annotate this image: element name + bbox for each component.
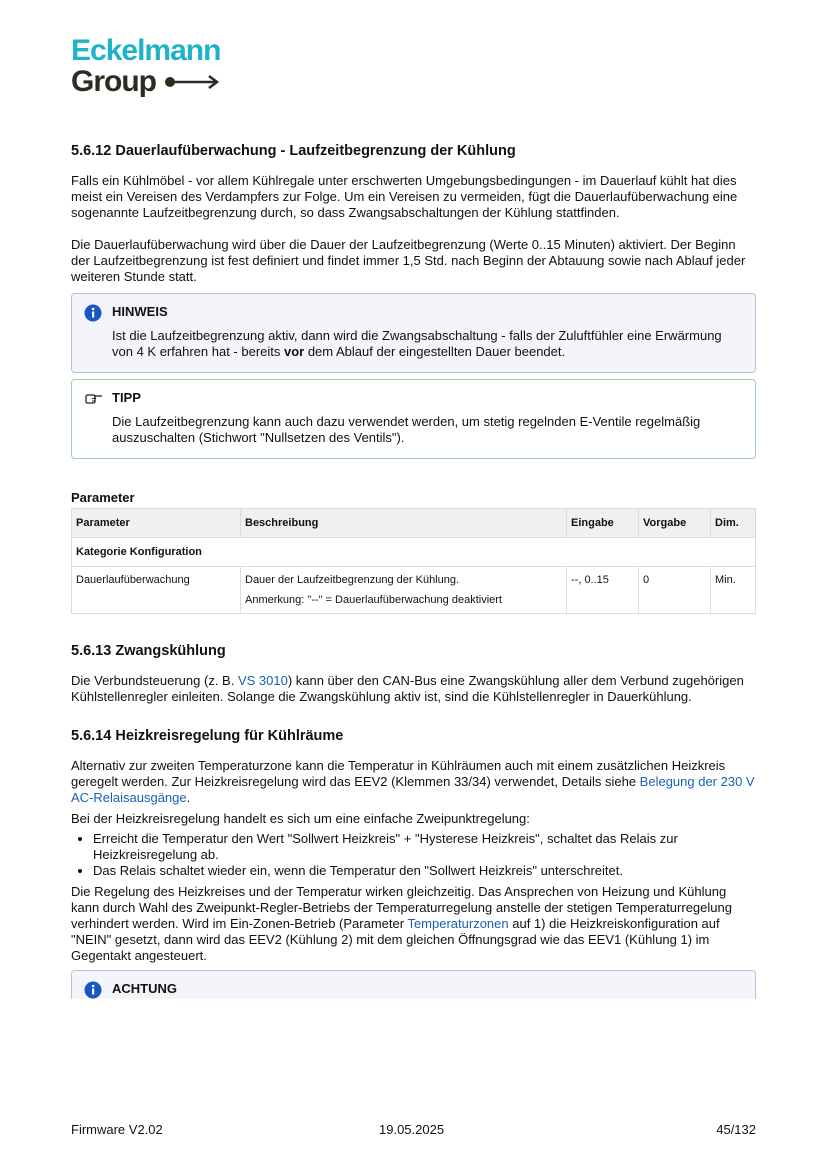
achtung-box — [71, 970, 756, 999]
param-default-cell: 0 — [639, 567, 711, 614]
column-header: Parameter — [72, 509, 241, 538]
paragraph: Die Dauerlaufüberwachung wird über die Dauer der Laufzeitbegrenzung (Werte 0..15 Minuten) aktiviert. Der Beginn der Laufzeitbegrenzung ist fest definiert und findet immer 1,5 Std. nach Beginn der Abtauung sowie nach Ablauf jeder weiteren Stunde statt. — [71, 237, 746, 284]
column-header: Dim. — [711, 509, 756, 538]
info-icon — [84, 981, 102, 999]
text-part: auf 1) die Heizkreiskonfiguration auf "NEIN" gesetzt, dann wird das EEV2 (Kühlung 2) mit dem gleichen Öffnungsgrad wie das EEV1 (Kühlung 1) im Gegentakt angesteuert. — [71, 916, 720, 963]
hinweis-title: HINWEIS — [112, 304, 168, 319]
page-content — [71, 142, 756, 999]
paragraph — [71, 673, 756, 705]
hinweis-box — [71, 293, 756, 373]
logo-line-2: Group — [71, 65, 156, 98]
tipp-title: TIPP — [112, 390, 141, 405]
tipp-text: Die Laufzeitbegrenzung kann auch dazu verwendet werden, um stetig regelnden E-Ventile regelmäßig auszuschalten (Stichwort "Nullsetzen des Ventils"). — [112, 414, 701, 445]
info-icon — [84, 304, 102, 322]
temperaturzonen-link[interactable]: Temperaturzonen — [407, 916, 509, 931]
section-heading-5-6-13: 5.6.13 Zwangskühlung — [71, 643, 226, 659]
section-heading-5-6-12: 5.6.12 Dauerlaufüberwachung - Laufzeitbegrenzung der Kühlung — [71, 143, 516, 159]
hinweis-text-bold: vor — [283, 344, 305, 359]
bullet-list — [71, 831, 756, 879]
table-header-row — [72, 509, 756, 538]
section-heading-5-6-14: 5.6.14 Heizkreisregelung für Kühlräume — [71, 728, 344, 744]
text-part: Die Regelung des Heizkreises und der Temperatur wirken gleichzeitig. Das Ansprechen von Heizung und Kühlung kann durch Wahl des Zweipunkt-Regler-Betriebs der Temperaturregelung anstelle der stetigen Temperaturregelung verhindert werden. Wird im Ein-Zonen-Betrieb (Parameter — [71, 884, 732, 931]
paragraph: Bei der Heizkreisregelung handelt es sich um eine einfache Zweipunktregelung: — [71, 811, 530, 826]
pointing-hand-icon — [84, 390, 104, 406]
table-category-row — [72, 538, 756, 567]
param-input-cell: --, 0..15 — [567, 567, 639, 614]
param-desc-line: Dauer der Laufzeitbegrenzung der Kühlung. — [245, 574, 460, 586]
param-desc-cell — [241, 567, 567, 614]
text-part: . — [186, 790, 191, 805]
category-cell: Kategorie Konfiguration — [72, 538, 756, 567]
achtung-title: ACHTUNG — [112, 981, 177, 996]
paragraph — [71, 884, 756, 964]
param-desc-line: Anmerkung: "--" = Dauerlaufüberwachung deaktiviert — [245, 594, 502, 606]
vs3010-link[interactable]: VS 3010 — [237, 673, 288, 688]
column-header: Vorgabe — [639, 509, 711, 538]
paragraph — [71, 758, 756, 806]
param-name-cell: Dauerlaufüberwachung — [72, 567, 241, 614]
list-item: • Erreicht die Temperatur den Wert "Sollwert Heizkreis" + "Hysterese Heizkreis", schaltet das Relais zur Heizkreisregelung ab. — [93, 831, 756, 863]
tipp-box — [71, 379, 756, 459]
footer-date: 19.05.2025 — [379, 1122, 445, 1137]
list-item: • Das Relais schaltet wieder ein, wenn die Temperatur den "Sollwert Heizkreis" unterschreitet. — [93, 863, 756, 879]
hinweis-text-part: dem Ablauf der eingestellten Dauer beendet. — [304, 344, 566, 359]
text-part: Alternativ zur zweiten Temperaturzone kann die Temperatur in Kühlräumen auch mit einem zusätzlichen Heizkreis geregelt werden. Zur Heizkreisregelung wird das EEV2 (Klemmen 33/34) verwendet, Details siehe — [71, 758, 726, 789]
parameter-heading: Parameter — [71, 490, 135, 505]
text-part: ) kann über den CAN-Bus eine Zwangskühlung aller dem Verbund zugehörigen Kühlstellenregler einleiten. Solange die Zwangskühlung aktiv ist, sind die Kühlstellenregler in Dauerkühlung. — [71, 673, 744, 704]
logo-line-2-row — [71, 66, 222, 98]
logo-arrow-icon — [164, 75, 222, 89]
column-header: Beschreibung — [241, 509, 567, 538]
param-dim-cell: Min. — [711, 567, 756, 614]
footer-page-number: 45/132 — [716, 1122, 756, 1137]
footer-firmware: Firmware V2.02 — [71, 1122, 163, 1137]
parameter-table — [71, 508, 756, 614]
table-row — [72, 567, 756, 614]
hinweis-text-part: Ist die Laufzeitbegrenzung aktiv, dann wird die Zwangsabschaltung - falls der Zuluftfühler eine Erwärmung von 4 K erfahren hat - bereits — [112, 328, 722, 359]
paragraph: Falls ein Kühlmöbel - vor allem Kühlregale unter erschwerten Umgebungsbedingungen - im Dauerlauf kühlt hat dies meist ein Vereisen des Verdampfers zur Folge. Um ein Vereisen zu vermeiden, fügt die Dauerlaufüberwachung eine sogenannte Laufzeitbegrenzung durch, so dass Zwangsabschaltungen der Kühlung stattfinden. — [71, 173, 738, 220]
eckelmann-logo — [71, 36, 222, 98]
relais-link[interactable]: Belegung der 230 V AC-Relaisausgänge — [71, 774, 755, 805]
text-part: Die Verbundsteuerung (z. B. — [71, 673, 238, 688]
logo-line-1: Eckelmann — [71, 34, 221, 67]
column-header: Eingabe — [567, 509, 639, 538]
hinweis-text — [112, 328, 743, 360]
